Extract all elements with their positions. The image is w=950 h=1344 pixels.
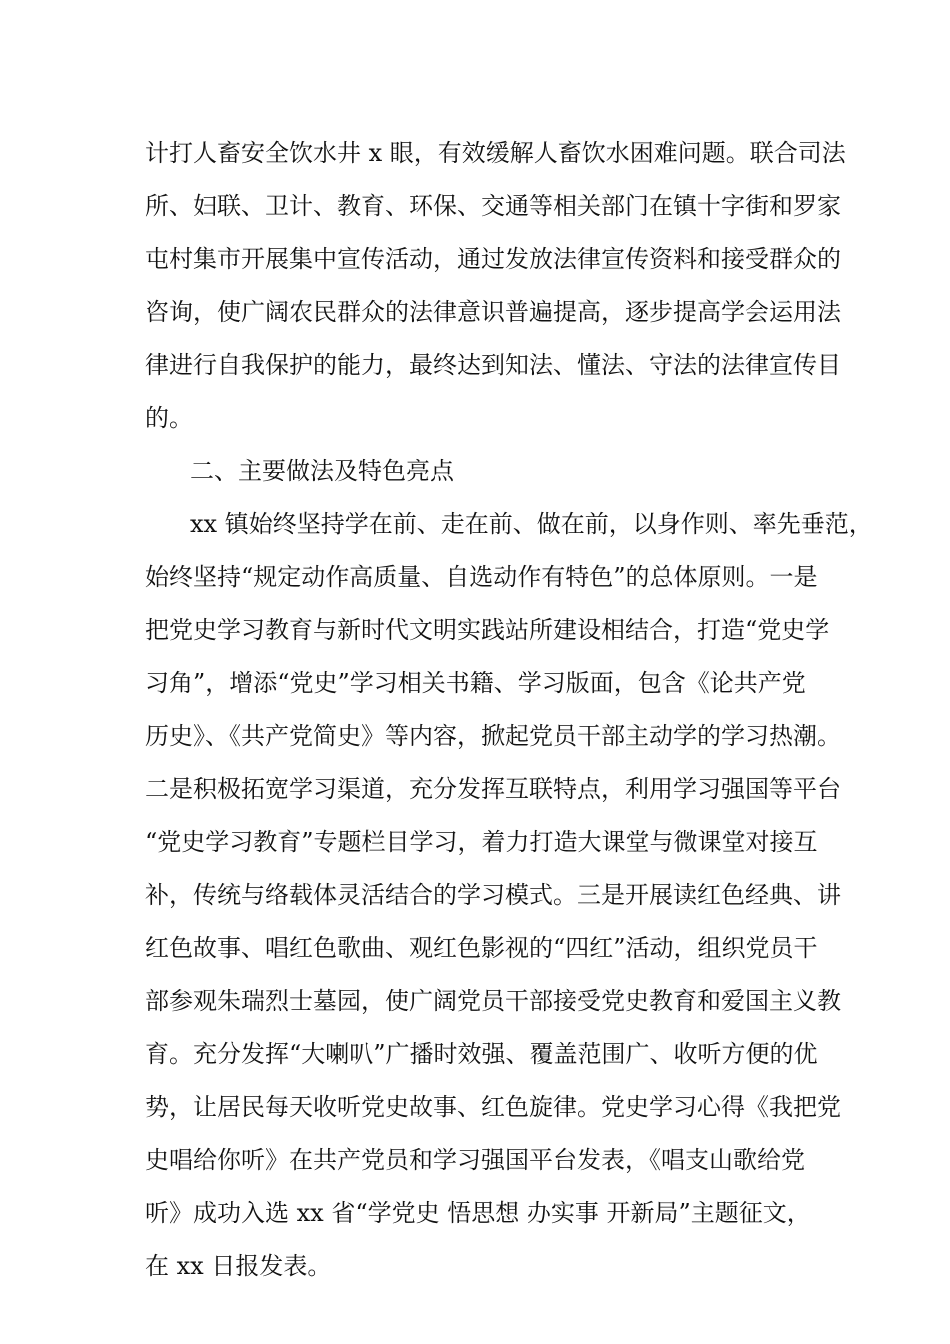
paragraph-line: 把党史学习教育与新时代文明实践站所建设相结合，打造“党史学 — [145, 616, 830, 644]
paragraph-line: “党史学习教育”专题栏目学习，着力打造大课堂与微课堂对接互 — [145, 828, 818, 856]
paragraph-line: 咨询，使广阔农民群众的法律意识普遍提高，逐步提高学会运用法 — [145, 298, 841, 326]
section-heading: 二、主要做法及特色亮点 — [190, 457, 454, 485]
paragraph-line: 听》成功入选 xx 省“学党史 悟思想 办实事 开新局”主题征文， — [145, 1199, 811, 1227]
paragraph-line: 习角”，增添“党史”学习相关书籍、学习版面，包含《论共产党 — [145, 669, 806, 697]
paragraph-line: 红色故事、唱红色歌曲、观红色影视的“四红”活动，组织党员干 — [145, 934, 818, 962]
paragraph-line: 育。充分发挥“大喇叭”广播时效强、覆盖范围广、收听方便的优 — [145, 1040, 818, 1068]
paragraph-line: 势，让居民每天收听党史故事、红色旋律。党史学习心得《我把党 — [145, 1093, 841, 1121]
paragraph-line: 史唱给你听》在共产党员和学习强国平台发表，《唱支山歌给党 — [145, 1146, 805, 1174]
paragraph-line: 在 xx 日报发表。 — [145, 1252, 332, 1280]
paragraph-line: 始终坚持“规定动作高质量、自选动作有特色”的总体原则。一是 — [145, 563, 818, 591]
paragraph-line: 律进行自我保护的能力，最终达到知法、懂法、守法的法律宣传目 — [145, 351, 841, 379]
paragraph-line: 补，传统与络载体灵活结合的学习模式。三是开展读红色经典、讲 — [145, 881, 841, 909]
paragraph-line: 屯村集市开展集中宣传活动，通过发放法律宣传资料和接受群众的 — [145, 245, 841, 273]
paragraph-line: xx 镇始终坚持学在前、走在前、做在前，以身作则、率先垂范， — [190, 510, 873, 538]
paragraph-line: 部参观朱瑞烈士墓园，使广阔党员干部接受党史教育和爱国主义教 — [145, 987, 841, 1015]
paragraph-line: 二是积极拓宽学习渠道，充分发挥互联特点，利用学习强国等平台 — [145, 775, 841, 803]
paragraph-line: 历史》、《共产党简史》等内容，掀起党员干部主动学的学习热潮。 — [145, 722, 841, 750]
paragraph-line: 计打人畜安全饮水井 x 眼，有效缓解人畜饮水困难问题。联合司法 — [145, 139, 846, 167]
paragraph-line: 的。 — [145, 404, 193, 432]
paragraph-line: 所、妇联、卫计、教育、环保、交通等相关部门在镇十字街和罗家 — [145, 192, 841, 220]
